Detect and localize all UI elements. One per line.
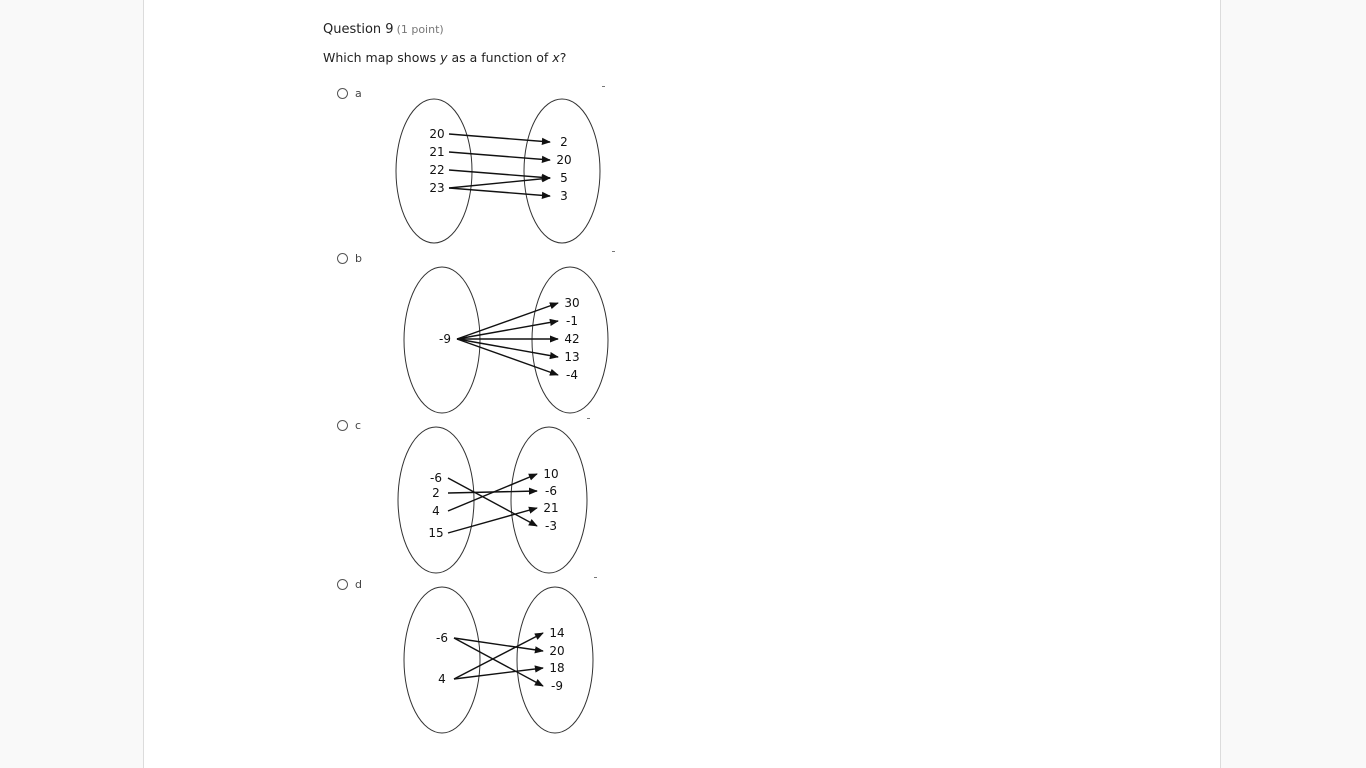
range-value: -4 xyxy=(566,368,578,382)
option-label-c: c xyxy=(355,419,362,432)
range-value: 13 xyxy=(564,350,580,364)
range-value: -9 xyxy=(551,679,563,693)
mapping-diagram-a xyxy=(394,96,604,246)
mapping-arrow xyxy=(457,339,558,375)
range-value: 42 xyxy=(564,332,580,346)
range-value: 20 xyxy=(556,153,572,167)
mapping-arrow xyxy=(449,188,550,196)
domain-value: -9 xyxy=(439,332,451,346)
range-oval xyxy=(517,587,593,733)
domain-value: -6 xyxy=(430,471,442,485)
domain-value: 4 xyxy=(438,672,446,686)
domain-oval xyxy=(398,427,474,573)
mapping-arrow xyxy=(448,478,537,526)
range-value: 10 xyxy=(543,467,559,481)
range-value: 2 xyxy=(560,135,568,149)
range-value: 5 xyxy=(560,171,568,185)
mapping-arrow xyxy=(454,668,543,679)
range-value: -3 xyxy=(545,519,557,533)
mapping-arrow xyxy=(448,508,537,533)
domain-value: 21 xyxy=(429,145,445,159)
question-text-part: as a function of xyxy=(447,50,553,65)
option-label-b: b xyxy=(355,252,362,265)
range-oval xyxy=(511,427,587,573)
tick-mark xyxy=(602,86,605,87)
mapping-arrow xyxy=(457,321,558,339)
question-header xyxy=(323,22,444,37)
question-points: (1 point) xyxy=(396,23,444,36)
variable-y: y xyxy=(440,50,448,65)
domain-value: 15 xyxy=(428,526,444,540)
option-label-a: a xyxy=(355,87,362,100)
range-value: 18 xyxy=(549,661,565,675)
range-value: -6 xyxy=(545,484,557,498)
domain-value: 22 xyxy=(429,163,445,177)
mapping-diagram-b xyxy=(402,265,612,415)
question-text-part: Which map shows xyxy=(323,50,441,65)
mapping-diagram-d xyxy=(403,586,603,736)
mapping-arrow xyxy=(457,303,558,339)
radio-option-a[interactable] xyxy=(337,88,348,99)
tick-mark xyxy=(612,251,615,252)
question-text xyxy=(323,50,566,65)
radio-option-d[interactable] xyxy=(337,579,348,590)
tick-mark xyxy=(587,418,590,419)
domain-value: 2 xyxy=(432,486,440,500)
domain-value: -6 xyxy=(436,631,448,645)
domain-value: 4 xyxy=(432,504,440,518)
mapping-arrow xyxy=(449,152,550,160)
range-value: 30 xyxy=(564,296,580,310)
range-value: -1 xyxy=(566,314,578,328)
domain-oval xyxy=(404,587,480,733)
radio-option-c[interactable] xyxy=(337,420,348,431)
range-value: 21 xyxy=(543,501,559,515)
domain-value: 20 xyxy=(429,127,445,141)
mapping-arrow xyxy=(449,178,550,188)
range-value: 3 xyxy=(560,189,568,203)
mapping-arrow xyxy=(449,170,550,178)
mapping-arrow xyxy=(449,134,550,142)
range-value: 20 xyxy=(549,644,565,658)
question-page xyxy=(143,0,1221,768)
mapping-diagram-c xyxy=(397,426,597,576)
range-value: 14 xyxy=(549,626,565,640)
question-text-part: ? xyxy=(559,50,567,65)
domain-value: 23 xyxy=(429,181,445,195)
radio-option-b[interactable] xyxy=(337,253,348,264)
option-label-d: d xyxy=(355,578,362,591)
mapping-arrow xyxy=(457,339,558,357)
variable-x: x xyxy=(552,50,560,65)
tick-mark xyxy=(594,577,597,578)
question-number: Question 9 xyxy=(323,22,394,37)
